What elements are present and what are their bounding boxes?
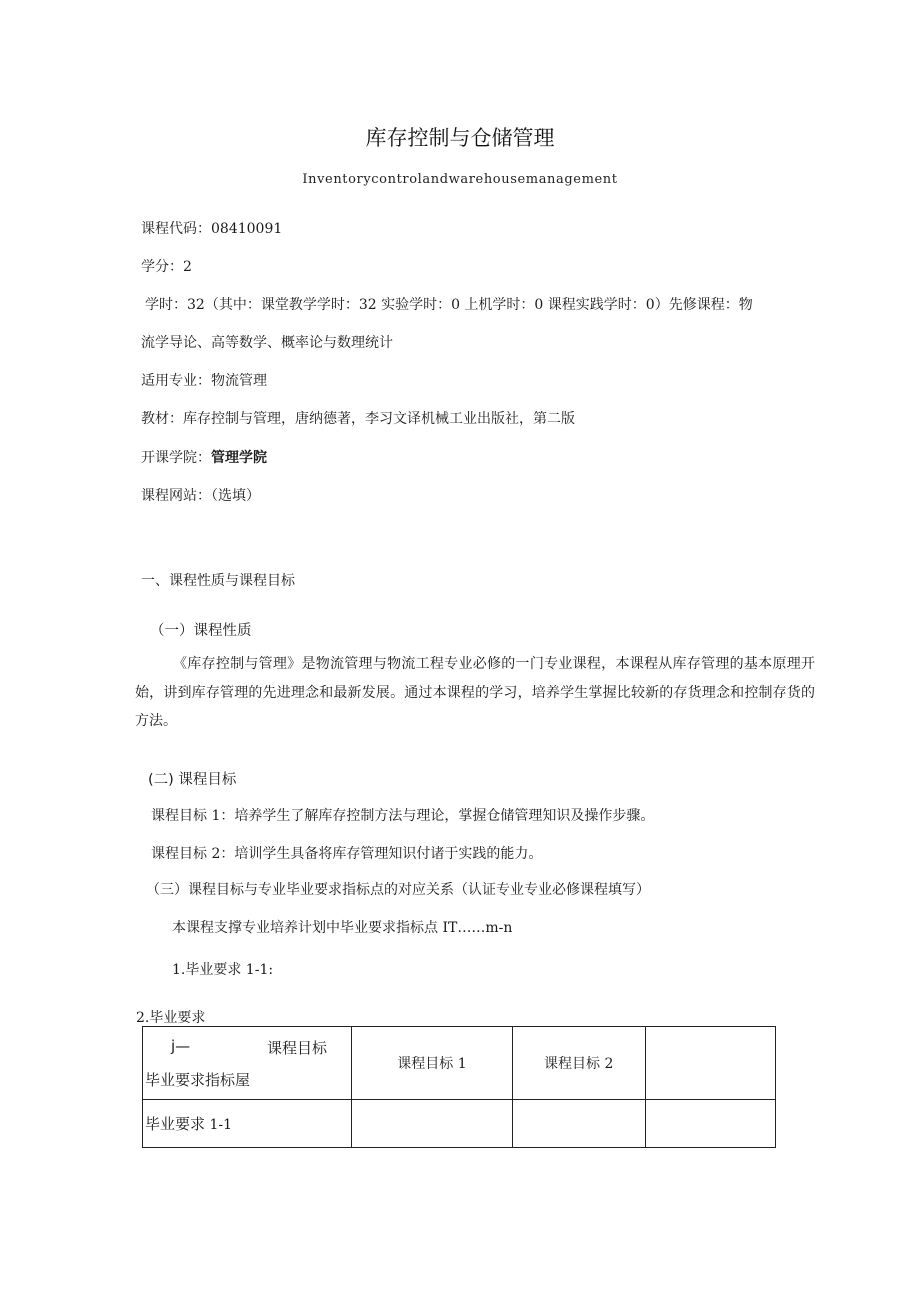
table-cell — [512, 1100, 645, 1148]
applicable-major: 适用专业：物流管理 — [141, 373, 267, 389]
document-title: 库存控制与仓储管理 — [365, 126, 555, 150]
course-code: 课程代码：08410091 — [141, 221, 283, 237]
subsection-course-nature: （一）课程性质 — [150, 623, 252, 639]
mapping-note: （认证专业专业必修课程填写） — [454, 882, 650, 898]
document-subtitle: Inventorycontrolandwarehousemanagement — [302, 172, 618, 187]
requirement-2: 2.毕业要求 — [136, 1010, 206, 1026]
course-goal-1: 课程目标 1：培养学生了解库存控制方法与理论，掌握仓储管理知识及操作步骤。 — [151, 808, 655, 824]
requirement-1: 1.毕业要求 1-1: — [172, 962, 274, 978]
college-label: 开课学院： — [141, 450, 211, 466]
textbook: 教材：库存控制与管理，唐纳德著，李习文译机械工业出版社，第二版 — [141, 411, 575, 427]
corner-mark: j— — [171, 1037, 191, 1055]
course-website: 课程网站：（选填） — [141, 488, 260, 504]
table-header-row — [143, 1027, 776, 1100]
mapping-prefix: （三） — [146, 882, 188, 898]
goal-requirement-table — [142, 1026, 776, 1148]
header-goal-1: 课程目标 1 — [352, 1027, 512, 1100]
corner-goal-label: 课程目标 — [267, 1039, 328, 1057]
course-hours-line1: 学时：32（其中：课堂教学学时：32 实验学时：0 上机学时：0 课程实践学时：0）先修课程：物 — [145, 297, 753, 313]
subsection-goal-mapping — [146, 879, 650, 899]
table-row — [143, 1100, 776, 1148]
mapping-title: 课程目标与专业毕业要求指标点的对应关系 — [188, 882, 454, 898]
header-empty — [645, 1027, 775, 1100]
course-nature-paragraph: 《库存控制与管理》是物流管理与物流工程专业必修的一门专业课程，本课程从库存管理的基本原理开始，讲到库存管理的先进理念和最新发展。通过本课程的学习，培养学生掌握比较新的存货理念和控制存货的方法。 — [135, 656, 815, 729]
section-heading-1: 一、课程性质与课程目标 — [141, 573, 295, 589]
header-goal-2: 课程目标 2 — [512, 1027, 645, 1100]
table-cell — [645, 1100, 775, 1148]
course-goal-2: 课程目标 2：培训学生具备将库存管理知识付诸于实践的能力。 — [151, 846, 543, 862]
course-hours-line2: 流学导论、高等数学、概率论与数理统计 — [141, 335, 393, 351]
corner-requirement-label: 毕业要求指标屋 — [145, 1071, 251, 1089]
subsection-course-goals: (二) 课程目标 — [148, 772, 237, 788]
row-requirement-label: 毕业要求 1-1 — [143, 1100, 352, 1148]
college-value: 管理学院 — [211, 450, 267, 466]
table-cell — [352, 1100, 512, 1148]
table-corner-cell — [143, 1027, 352, 1100]
course-credit: 学分：2 — [141, 259, 192, 275]
support-statement: 本课程支撑专业培养计划中毕业要求指标点 IT……m-n — [172, 920, 513, 936]
offering-college — [141, 447, 267, 467]
